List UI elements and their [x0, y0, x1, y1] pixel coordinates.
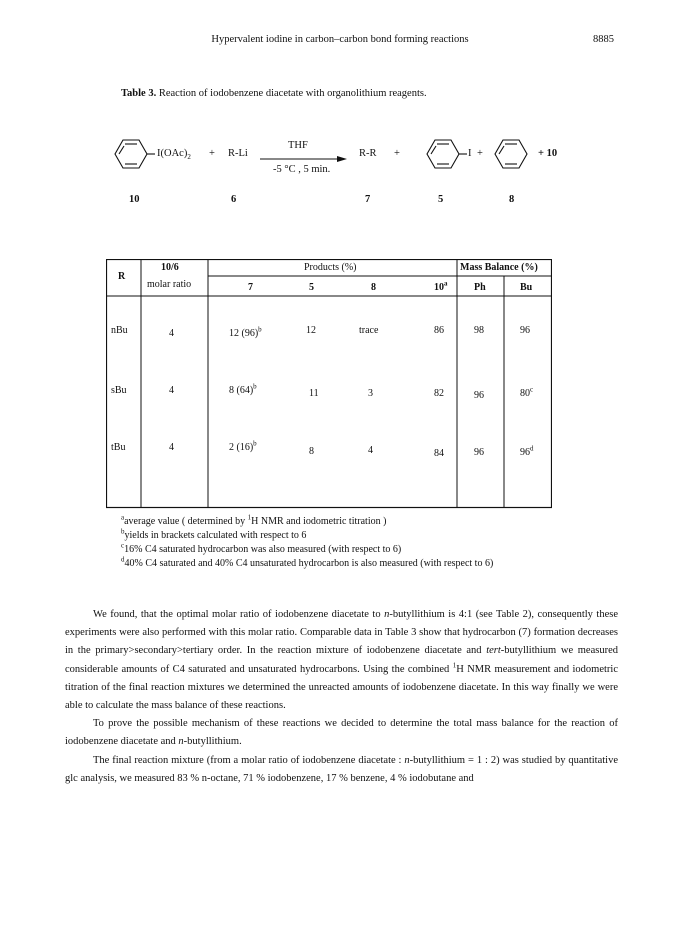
page-number: 8885	[593, 34, 614, 45]
product-iodo-label: I	[468, 148, 472, 159]
row-mass-ph: 96	[474, 447, 484, 458]
subheader-8: 8	[371, 282, 376, 293]
reaction-scheme	[105, 130, 625, 220]
body-text	[65, 606, 618, 788]
row-mass-ph: 98	[474, 325, 484, 336]
arrow-label-conditions: -5 °C , 5 min.	[273, 164, 331, 175]
paragraph: The final reaction mixture (from a molar ratio of iodobenzene diacetate : n-butyllithium = 1 : 2) was studied by quantitative glc analysis, we measured 83 % n-octane, 71 % iodobenzene, 17 % benzene, 4 % iodobutane and	[65, 754, 618, 784]
reaction-scheme-drawing	[105, 130, 625, 220]
row-r: tBu	[111, 442, 126, 453]
plus-sign: +	[209, 148, 215, 159]
running-header	[0, 34, 680, 50]
subheader-10: 10$^a$	[434, 279, 448, 293]
header-ratio: 10/6	[161, 262, 179, 273]
benzene-ring-icon	[115, 140, 155, 168]
plus-ten: + 10	[538, 148, 558, 159]
subheader-bu: Bu	[520, 282, 533, 293]
compound-number: 7	[365, 194, 371, 205]
subheader-5: 5	[309, 282, 314, 293]
compound-number: 5	[438, 194, 444, 205]
row-mass-bu: 96	[520, 325, 530, 336]
header-products: Products (%)	[304, 262, 357, 273]
row-product-5: 11	[309, 388, 319, 399]
row-r: nBu	[111, 325, 128, 336]
arrow-label-solvent: THF	[288, 140, 308, 151]
footnote-a: $^a$average value ( determined by $^1$H NMR and iodometric titration )	[121, 513, 387, 527]
paragraph: We found, that the optimal molar ratio of iodobenzene diacetate to n-butyllithium is 4:1 (see Table 2), consequently these experiments were also performed with this molar ratio. Comparable data in Table 3 show that hydrocarbon (7) formation decreases in the primary>secondary>tertiary order. In the reaction mixture of iodobenzene diacetate and tert-butyllithium we measured considerable amounts of C4 saturated and unsaturated hydrocarbons. Using the combined $^1$H NMR measurement and iodometric titration of the final reaction mixtures we determined the unreacted amounts of iodobenzene diacetate. In this way finally we were able to calculate the mass balance of these reactions.	[65, 609, 618, 712]
paragraph: To prove the possible mechanism of these reactions we decided to determine the total mass balance for the reaction of iodobenzene diacetate and n-butyllithium.	[65, 718, 618, 748]
subheader-ph: Ph	[474, 282, 486, 293]
footnote-b: $^b$yields in brackets calculated with respect to 6	[121, 527, 307, 541]
reagent-organolithium: R-Li	[228, 148, 248, 159]
row-ratio: 4	[169, 442, 174, 453]
row-product-8: 4	[368, 445, 373, 456]
row-r: sBu	[111, 385, 127, 396]
compound-number: 10	[129, 194, 140, 205]
subheader-7: 7	[248, 282, 253, 293]
row-mass-bu: 80$^c$	[520, 385, 534, 399]
plus-sign: +	[394, 148, 400, 159]
table-caption-text: Reaction of iodobenzene diacetate with organolithium reagents.	[158, 88, 427, 99]
benzene-ring-icon	[427, 140, 467, 168]
data-table	[106, 259, 552, 509]
header-ratio-sub: molar ratio	[147, 279, 192, 290]
row-product-5: 8	[309, 446, 314, 457]
row-ratio: 4	[169, 385, 174, 396]
row-product-8: 3	[368, 388, 373, 399]
row-product-10: 84	[434, 448, 444, 459]
row-product-10: 82	[434, 388, 444, 399]
compound-number: 8	[509, 194, 515, 205]
row-product-7: 2 $(16)^b$	[229, 439, 257, 453]
row-ratio: 4	[169, 328, 174, 339]
footnote-c: $^c$16% C4 saturated hydrocarbon was also measured (with respect to 6)	[121, 541, 402, 555]
row-product-5: 12	[306, 325, 316, 336]
running-title: Hypervalent iodine in carbon–carbon bond forming reactions	[211, 34, 469, 45]
plus-sign: +	[477, 148, 483, 159]
compound-number: 6	[231, 194, 237, 205]
row-product-7: 12 $(96)^b$	[229, 325, 262, 339]
table-label: Table 3.	[121, 88, 157, 99]
row-product-8: trace	[359, 325, 379, 336]
row-product-10: 86	[434, 325, 444, 336]
row-mass-bu: 96$^d$	[520, 444, 534, 458]
row-product-7: 8 $(64)^b$	[229, 382, 257, 396]
benzene-ring-icon	[495, 140, 527, 168]
table-footnotes	[121, 515, 493, 571]
table-grid	[106, 259, 552, 509]
footnote-d: $^d$40% C4 saturated and 40% C4 unsaturated hydrocarbon is also measured (with respect to 6)	[121, 555, 494, 569]
table-caption	[121, 88, 427, 99]
product-r-r: R-R	[359, 148, 377, 159]
reagent-iodobenzene-diacetate: $I(OAc)_2$	[157, 148, 191, 162]
header-r: R	[118, 271, 126, 282]
header-mass-balance: Mass Balance (%)	[460, 262, 538, 273]
reaction-arrow-icon	[260, 156, 347, 162]
row-mass-ph: 96	[474, 390, 484, 401]
